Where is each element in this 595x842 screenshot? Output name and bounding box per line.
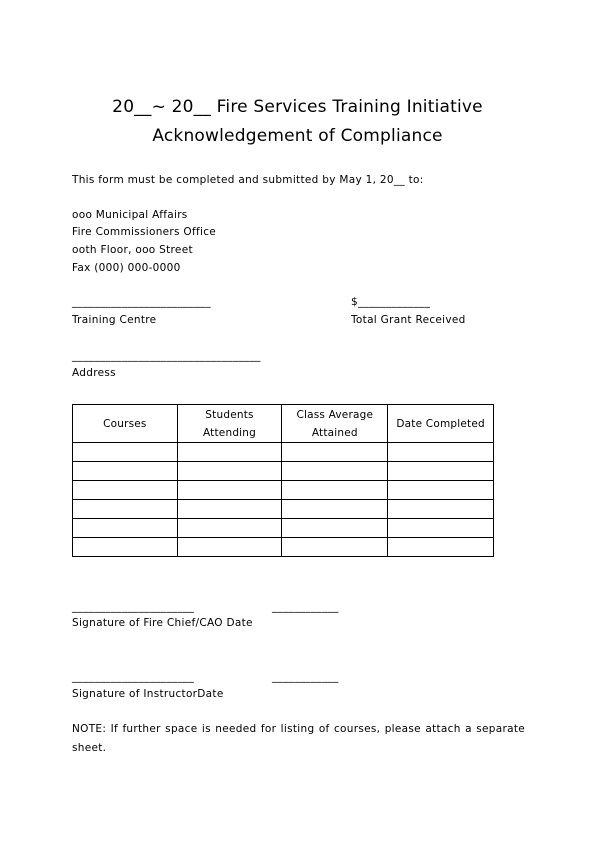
table-cell[interactable] — [73, 500, 178, 519]
table-cell[interactable] — [388, 500, 494, 519]
table-cell[interactable] — [282, 538, 388, 557]
address-label: Address — [72, 367, 116, 379]
form-title-line1: 20__~ 20__ Fire Services Training Initiative — [112, 97, 483, 117]
header-students-attending: Students Attending — [177, 405, 282, 443]
table-cell[interactable] — [73, 443, 178, 462]
header-date-completed: Date Completed — [388, 405, 494, 443]
note-line-2: sheet. — [72, 742, 107, 754]
table-row — [73, 519, 494, 538]
table-cell[interactable] — [73, 481, 178, 500]
table-cell[interactable] — [282, 443, 388, 462]
table-cell[interactable] — [73, 462, 178, 481]
table-cell[interactable] — [73, 519, 178, 538]
table-cell[interactable] — [388, 481, 494, 500]
table-cell[interactable] — [73, 538, 178, 557]
table-cell[interactable] — [282, 500, 388, 519]
table-cell[interactable] — [177, 538, 282, 557]
table-row — [73, 462, 494, 481]
training-centre-label: Training Centre — [72, 314, 157, 326]
header-class-average-text: Class Average Attained — [296, 408, 374, 439]
table-cell[interactable] — [388, 462, 494, 481]
table-row — [73, 538, 494, 557]
header-courses: Courses — [73, 405, 178, 443]
chief-signature-field[interactable]: ______________________ — [72, 601, 195, 613]
table-row — [73, 481, 494, 500]
table-row — [73, 500, 494, 519]
address-field[interactable]: __________________________________ — [72, 350, 261, 362]
address-line-2: Fire Commissioners Office — [72, 226, 217, 238]
table-cell[interactable] — [177, 462, 282, 481]
chief-date-field[interactable]: ____________ — [272, 601, 339, 613]
courses-table — [72, 404, 494, 557]
table-row — [73, 443, 494, 462]
table-cell[interactable] — [388, 443, 494, 462]
table-cell[interactable] — [388, 538, 494, 557]
table-cell[interactable] — [177, 500, 282, 519]
table-cell[interactable] — [177, 443, 282, 462]
note-block — [72, 720, 525, 758]
table-cell[interactable] — [282, 481, 388, 500]
table-header-row — [73, 405, 494, 443]
table-cell[interactable] — [388, 519, 494, 538]
instructor-signature-field[interactable]: ______________________ — [72, 671, 195, 683]
table-cell[interactable] — [177, 519, 282, 538]
instructor-signature-label: Signature of InstructorDate — [72, 688, 224, 700]
grant-field[interactable]: $_____________ — [351, 296, 431, 308]
grant-label: Total Grant Received — [351, 314, 466, 326]
table-cell[interactable] — [177, 481, 282, 500]
training-centre-field[interactable]: _________________________ — [72, 296, 211, 308]
address-line-3: ooth Floor, ooo Street — [72, 244, 193, 256]
table-cell[interactable] — [282, 519, 388, 538]
chief-signature-label: Signature of Fire Chief/CAO Date — [72, 617, 253, 629]
form-title-line2: Acknowledgement of Compliance — [152, 126, 443, 146]
address-line-1: ooo Municipal Affairs — [72, 209, 188, 221]
intro-text: This form must be completed and submitted by May 1, 20__ to: — [72, 174, 424, 186]
table-cell[interactable] — [282, 462, 388, 481]
fax-line: Fax (000) 000-0000 — [72, 262, 181, 274]
note-line-1: NOTE: If further space is needed for listing of courses, please attach a separate — [72, 723, 525, 735]
instructor-date-field[interactable]: ____________ — [272, 671, 339, 683]
header-class-average — [282, 405, 388, 443]
